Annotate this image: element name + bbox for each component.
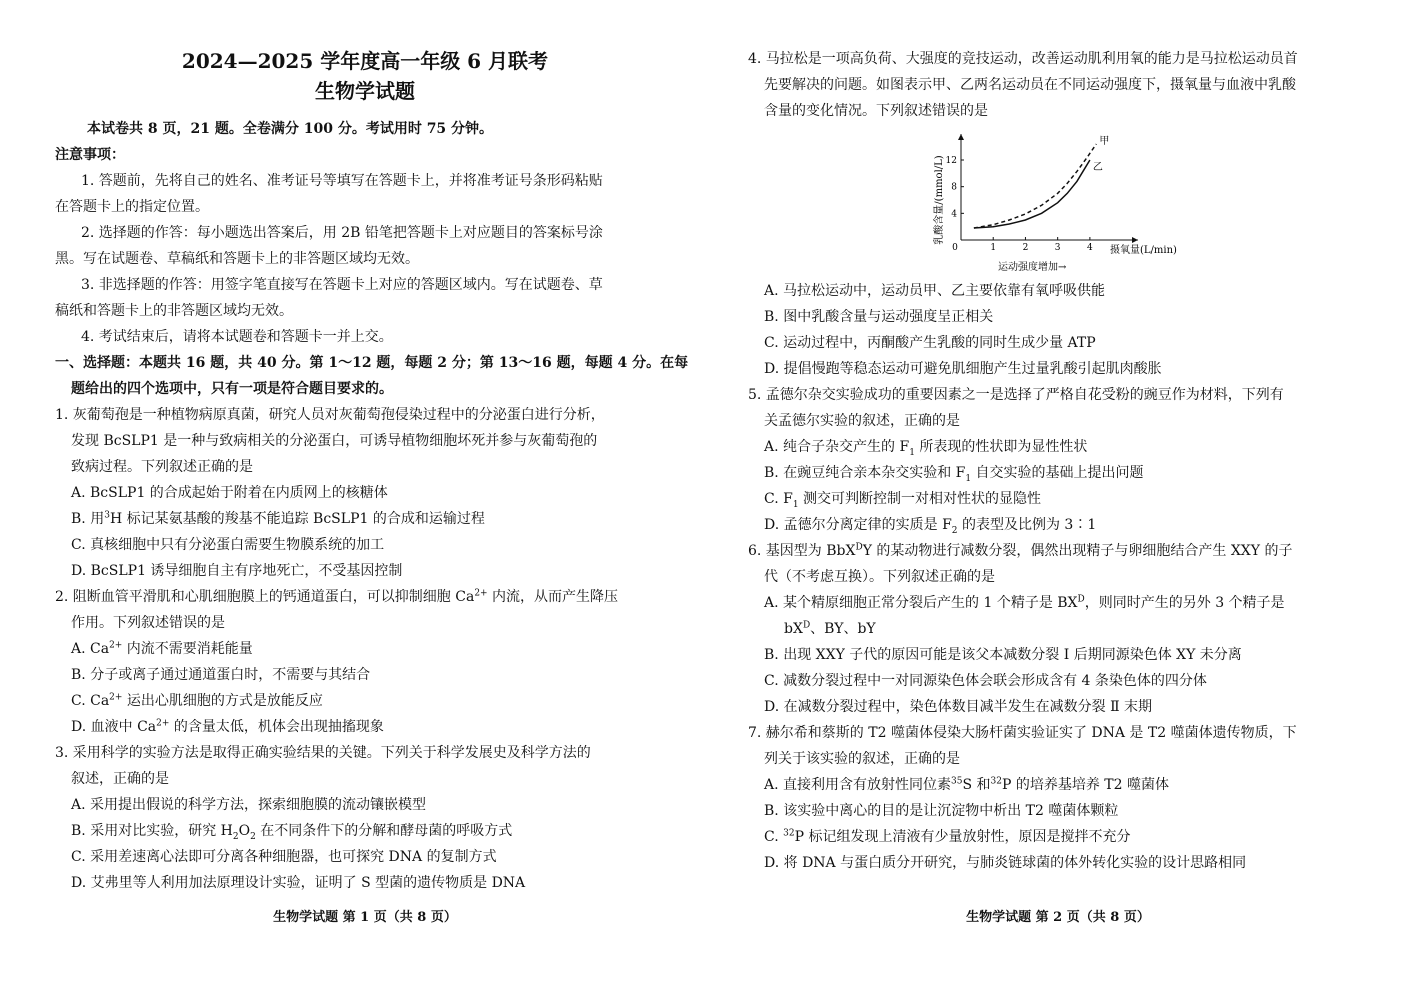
notice-line: 1. 答题前，先将自己的姓名、准考证号等填写在答题卡上，并将准考证号条形码粘贴 [81,173,603,189]
page-footer: 生物学试题 第 2 页（共 8 页） [966,910,1150,925]
x-tick-label: 3 [1054,243,1061,253]
question-4-option-b: B. 图中乳酸含量与运动强度呈正相关 [764,309,994,325]
y-tick-label: 4 [951,209,957,220]
question-4-stem: 4. 马拉松是一项高负荷、大强度的竞技运动，改善运动肌利用氧的能力是马拉松运动员首 [748,51,1298,67]
y-tick-label: 12 [945,156,957,166]
question-5-option-a: A. 纯合子杂交产生的 $F_1$ 所表现的性状即为显性性状 [764,439,1088,458]
question-3-option-c: C. 采用差速离心法即可分离各种细胞器，也可探究 DNA 的复制方式 [71,849,497,865]
exam-title: 2024—2025 学年度高一年级 6 月联考 [181,49,549,73]
question-2-option-b: B. 分子或离子通过通道蛋白时，不需要与其结合 [71,667,371,683]
x-tick-label: 0 [952,243,958,253]
x-axis-label: 摄氧量(L/min) [1110,245,1177,256]
question-1-option-d: D. BcSLP1 诱导细胞自主有序地死亡，不受基因控制 [71,563,403,579]
question-1-stem: 1. 灰葡萄孢是一种植物病原真菌，研究人员对灰葡萄孢侵染过程中的分泌蛋白进行分析， [55,407,605,423]
x-tick-label: 4 [1087,243,1093,253]
question-1-option-a: A. BcSLP1 的合成起始于附着在内质网上的核糖体 [71,485,388,501]
question-7-option-a: A. 直接利用含有放射性同位素$^{35}$S 和$^{32}$P 的培养基培养 T2 噬菌体 [764,776,1169,793]
notice-line: 黑。写在试题卷、草稿纸和答题卡上的非答题区域均无效。 [55,251,419,267]
question-6-option-b: B. 出现 XXY 子代的原因可能是该父本减数分裂 Ⅰ 后期同源染色体 XY 未分离 [764,647,1242,663]
lactate-chart [928,130,1208,278]
lactate-chart-container [748,130,1368,278]
question-6-option-c: C. 减数分裂过程中一对同源染色体会联会形成含有 4 条染色体的四分体 [764,673,1207,689]
page-footer: 生物学试题 第 1 页（共 8 页） [273,910,457,925]
question-3-option-b: B. 采用对比实验，研究 $H_2O_2$ 在不同条件下的分解和酵母菌的呼吸方式 [71,823,513,842]
notice-line: 4. 考试结束后，请将本试题卷和答题卡一并上交。 [81,329,393,345]
question-7-option-d: D. 将 DNA 与蛋白质分开研究，与肺炎链球菌的体外转化实验的设计思路相同 [764,855,1247,871]
question-2-option-c: C. $Ca^{2+}$ 运出心肌细胞的方式是放能反应 [71,692,323,709]
question-3-stem: 3. 采用科学的实验方法是取得正确实验结果的关键。下列关于科学发展史及科学方法的 [55,745,591,761]
page-1 [55,0,689,983]
x-tick-label: 1 [990,243,997,253]
question-1-stem: 致病过程。下列叙述正确的是 [71,459,253,475]
x-axis-arrow [1132,237,1138,243]
series-label: 乙 [1092,162,1103,173]
question-2-option-d: D. 血液中 $Ca^{2+}$ 的含量太低，机体会出现抽搐现象 [71,718,384,735]
question-2-stem: 作用。下列叙述错误的是 [71,615,225,631]
y-axis-arrow [958,134,964,140]
question-3-stem: 叙述，正确的是 [71,771,169,787]
series-line-yi [974,160,1090,228]
exam-subtitle: 生物学试题 [315,79,415,103]
question-5-stem: 关孟德尔实验的叙述，正确的是 [764,413,960,429]
question-1-stem: 发现 BcSLP1 是一种与致病相关的分泌蛋白，可诱导植物细胞坏死并参与灰葡萄孢的 [71,433,598,449]
question-1-option-b: B. 用$^3$H 标记某氨基酸的羧基不能追踪 BcSLP1 的合成和运输过程 [71,510,485,527]
question-3-option-d: D. 艾弗里等人利用加法原理设计实验，证明了 S 型菌的遗传物质是 DNA [71,875,526,891]
x-tick-label: 2 [1022,243,1029,253]
question-5-option-d: D. 孟德尔分离定律的实质是 $F_2$ 的表型及比例为 3∶1 [764,517,1097,536]
y-tick-label: 8 [951,182,957,193]
question-5-stem: 5. 孟德尔杂交实验成功的重要因素之一是选择了严格自花受粉的豌豆作为材料，下列有 [748,387,1284,403]
question-5-option-c: C. $F_1$ 测交可判断控制一对相对性状的显隐性 [764,491,1042,510]
question-6-stem: 代（不考虑互换）。下列叙述正确的是 [764,569,995,585]
question-4-stem: 含量的变化情况。下列叙述错误的是 [764,103,988,119]
question-4-option-d: D. 提倡慢跑等稳态运动可避免肌细胞产生过量乳酸引起肌肉酸胀 [764,361,1162,377]
notice-line: 稿纸和答题卡上的非答题区域均无效。 [55,303,293,319]
series-label: 甲 [1099,136,1110,147]
notice-heading: 注意事项： [55,147,125,163]
question-5-option-b: B. 在豌豆纯合亲本杂交实验和 $F_1$ 自交实验的基础上提出问题 [764,465,1144,484]
page-2 [748,0,1368,983]
question-6-option-a: A. 某个精原细胞正常分裂后产生的 1 个精子是 $BX^D$，则同时产生的另外 3 个精子是 [764,594,1285,611]
notice-line: 2. 选择题的作答：每小题选出答案后，用 2B 铅笔把答题卡上对应题目的答案标号涂 [81,225,603,241]
notice-line: 在答题卡上的指定位置。 [55,199,209,215]
question-4-option-c: C. 运动过程中，丙酮酸产生乳酸的同时生成少量 ATP [764,335,1096,351]
y-axis-label: 乳酸含量/(mmol/L) [934,155,945,245]
notice-line: 3. 非选择题的作答：用签字笔直接写在答题卡上对应的答题区域内。写在试题卷、草 [81,277,603,293]
question-7-option-c: C. $^{32}$P 标记组发现上清液有少量放射性，原因是搅拌不充分 [764,828,1131,845]
question-7-option-b: B. 该实验中离心的目的是让沉淀物中析出 T2 噬菌体颗粒 [764,803,1119,819]
question-4-stem: 先要解决的问题。如图表示甲、乙两名运动员在不同运动强度下，摄氧量与血液中乳酸 [764,77,1296,93]
question-7-stem: 7. 赫尔希和蔡斯的 T2 噬菌体侵染大肠杆菌实验证实了 DNA 是 T2 噬菌体遗传物质，下 [748,725,1297,741]
question-3-option-a: A. 采用提出假说的科学方法，探索细胞膜的流动镶嵌模型 [71,797,427,813]
question-4-option-a: A. 马拉松运动中，运动员甲、乙主要依靠有氧呼吸供能 [764,283,1106,299]
question-6-stem: 6. 基因型为 BbX$^D$Y 的某动物进行减数分裂，偶然出现精子与卵细胞结合产生 XXY 的子 [748,542,1293,559]
section-heading-cont: 题给出的四个选项中，只有一项是符合题目要求的。 [71,381,393,397]
exam-info: 本试卷共 8 页，21 题。全卷满分 100 分。考试用时 75 分钟。 [87,121,494,137]
question-1-option-c: C. 真核细胞中只有分泌蛋白需要生物膜系统的加工 [71,537,385,553]
question-6-option-d: D. 在减数分裂过程中，染色体数目减半发生在减数分裂 Ⅱ 末期 [764,699,1153,715]
question-2-stem: 2. 阻断血管平滑肌和心肌细胞膜上的钙通道蛋白，可以抑制细胞 $Ca^{2+}$ 内流，从而产生降压 [55,588,619,605]
section-heading: 一、选择题：本题共 16 题，共 40 分。第 1～12 题，每题 2 分；第 13～16 题，每题 4 分。在每 [55,355,689,371]
question-2-option-a: A. $Ca^{2+}$ 内流不需要消耗能量 [71,640,253,657]
question-6-option-a-cont: $bX^D$、BY、bY [784,620,876,637]
question-7-stem: 列关于该实验的叙述，正确的是 [764,751,960,767]
x-axis-note: 运动强度增加→ [998,262,1067,273]
